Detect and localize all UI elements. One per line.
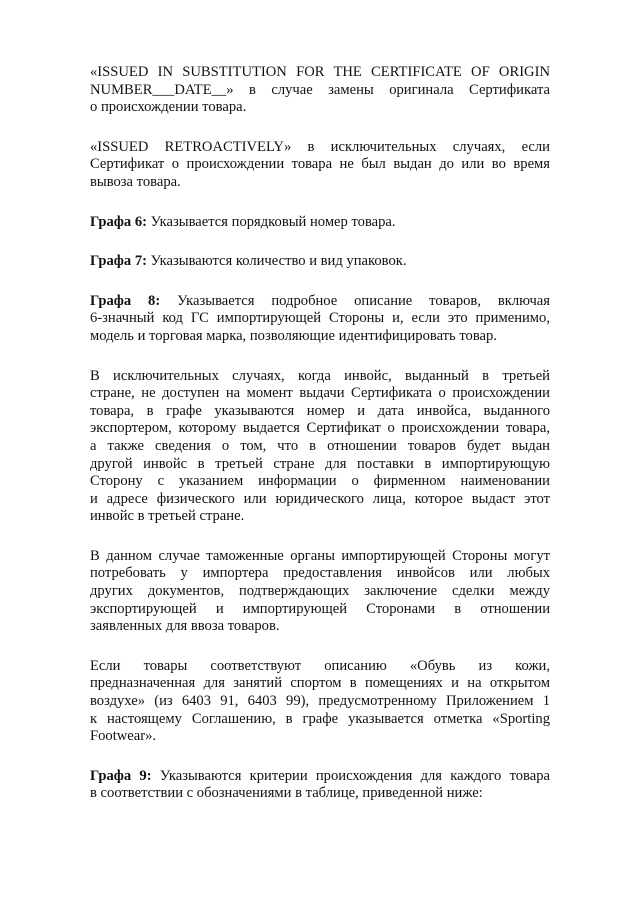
- paragraph-box-7: [90, 253, 550, 271]
- text-line: воздухе» (из 6403 91, 6403 99), предусмотренному Приложением 1: [90, 693, 550, 710]
- paragraph-sporting-footwear: [90, 658, 550, 746]
- box-label: Графа 7:: [90, 253, 147, 270]
- text-line: Если товары соответствуют описанию «Обувь из кожи,: [90, 657, 550, 674]
- text-line: модель и торговая марка, позволяющие идентифицировать товар.: [90, 327, 497, 344]
- text-line: NUMBER___DATE__» в случае замены оригинала Сертификата: [90, 81, 550, 98]
- text-line: потребовать у импортера предоставления инвойсов или любых: [90, 565, 550, 582]
- paragraph-retroactively: [90, 139, 550, 192]
- text-line: Указывается порядковый номер товара.: [146, 213, 396, 230]
- box-label: Графа 9:: [90, 767, 152, 784]
- paragraph-box-6: [90, 214, 550, 232]
- text-line: заявленных для ввоза товаров.: [90, 618, 280, 635]
- text-line: а также сведения о том, что в отношении товаров будет выдан: [90, 437, 550, 454]
- text-line: Footwear».: [90, 728, 157, 745]
- text-line: других документов, подтверждающих заключение сделки между: [90, 583, 550, 600]
- paragraph-substitution: [90, 64, 550, 117]
- text-line: о происхождении товара.: [90, 99, 247, 116]
- text-line: «ISSUED IN SUBSTITUTION FOR THE CERTIFICATE OF ORIGIN: [90, 64, 550, 80]
- box-label: Графа 8:: [90, 292, 161, 309]
- text-line: инвойс в третьей стране.: [90, 508, 245, 525]
- text-line: Указываются критерии происхождения для каждого товара: [151, 767, 550, 784]
- text-line: к настоящему Соглашению, в графе указывается отметка «Sporting: [90, 710, 550, 727]
- text-line: Сертификат о происхождении товара не был выдан до или во время: [90, 156, 550, 173]
- text-line: другой инвойс в третьей стране для поставки в импортирующую: [90, 455, 550, 472]
- document-page: [90, 64, 550, 825]
- text-line: Указывается подробное описание товаров, включая: [160, 292, 550, 309]
- text-line: стране, не доступен на момент выдачи Сертификата о происхождении: [90, 385, 550, 402]
- text-line: в соответствии с обозначениями в таблице, приведенной ниже:: [90, 785, 483, 802]
- box-label: Графа 6:: [90, 213, 147, 230]
- text-line: Сторону с указанием информации о фирменном наименовании: [90, 473, 550, 490]
- text-line: «ISSUED RETROACTIVELY» в исключительных случаях, если: [90, 138, 550, 155]
- paragraph-box-9: [90, 768, 550, 803]
- text-line: экспортирующей и импортирующей Сторонами в отношении: [90, 600, 550, 617]
- text-line: и адресе физического или юридического лица, которое выдаст этот: [90, 490, 550, 507]
- text-line: вывоза товара.: [90, 173, 181, 190]
- text-line: 6-значный код ГС импортирующей Стороны и, если это применимо,: [90, 310, 550, 327]
- text-line: В исключительных случаях, когда инвойс, выданный в третьей: [90, 367, 550, 384]
- text-line: В данном случае таможенные органы импортирующей Стороны могут: [90, 547, 550, 564]
- text-line: экспортером, которому выдается Сертификат о происхождении товара,: [90, 420, 550, 437]
- paragraph-box-8: [90, 293, 550, 346]
- paragraph-customs-request: [90, 548, 550, 636]
- text-line: предназначенная для занятий спортом в помещениях и на открытом: [90, 675, 550, 692]
- text-line: товара, в графе указываются номер и дата инвойса, выданного: [90, 402, 550, 419]
- paragraph-invoice-exception: [90, 368, 550, 526]
- text-line: Указываются количество и вид упаковок.: [146, 253, 407, 270]
